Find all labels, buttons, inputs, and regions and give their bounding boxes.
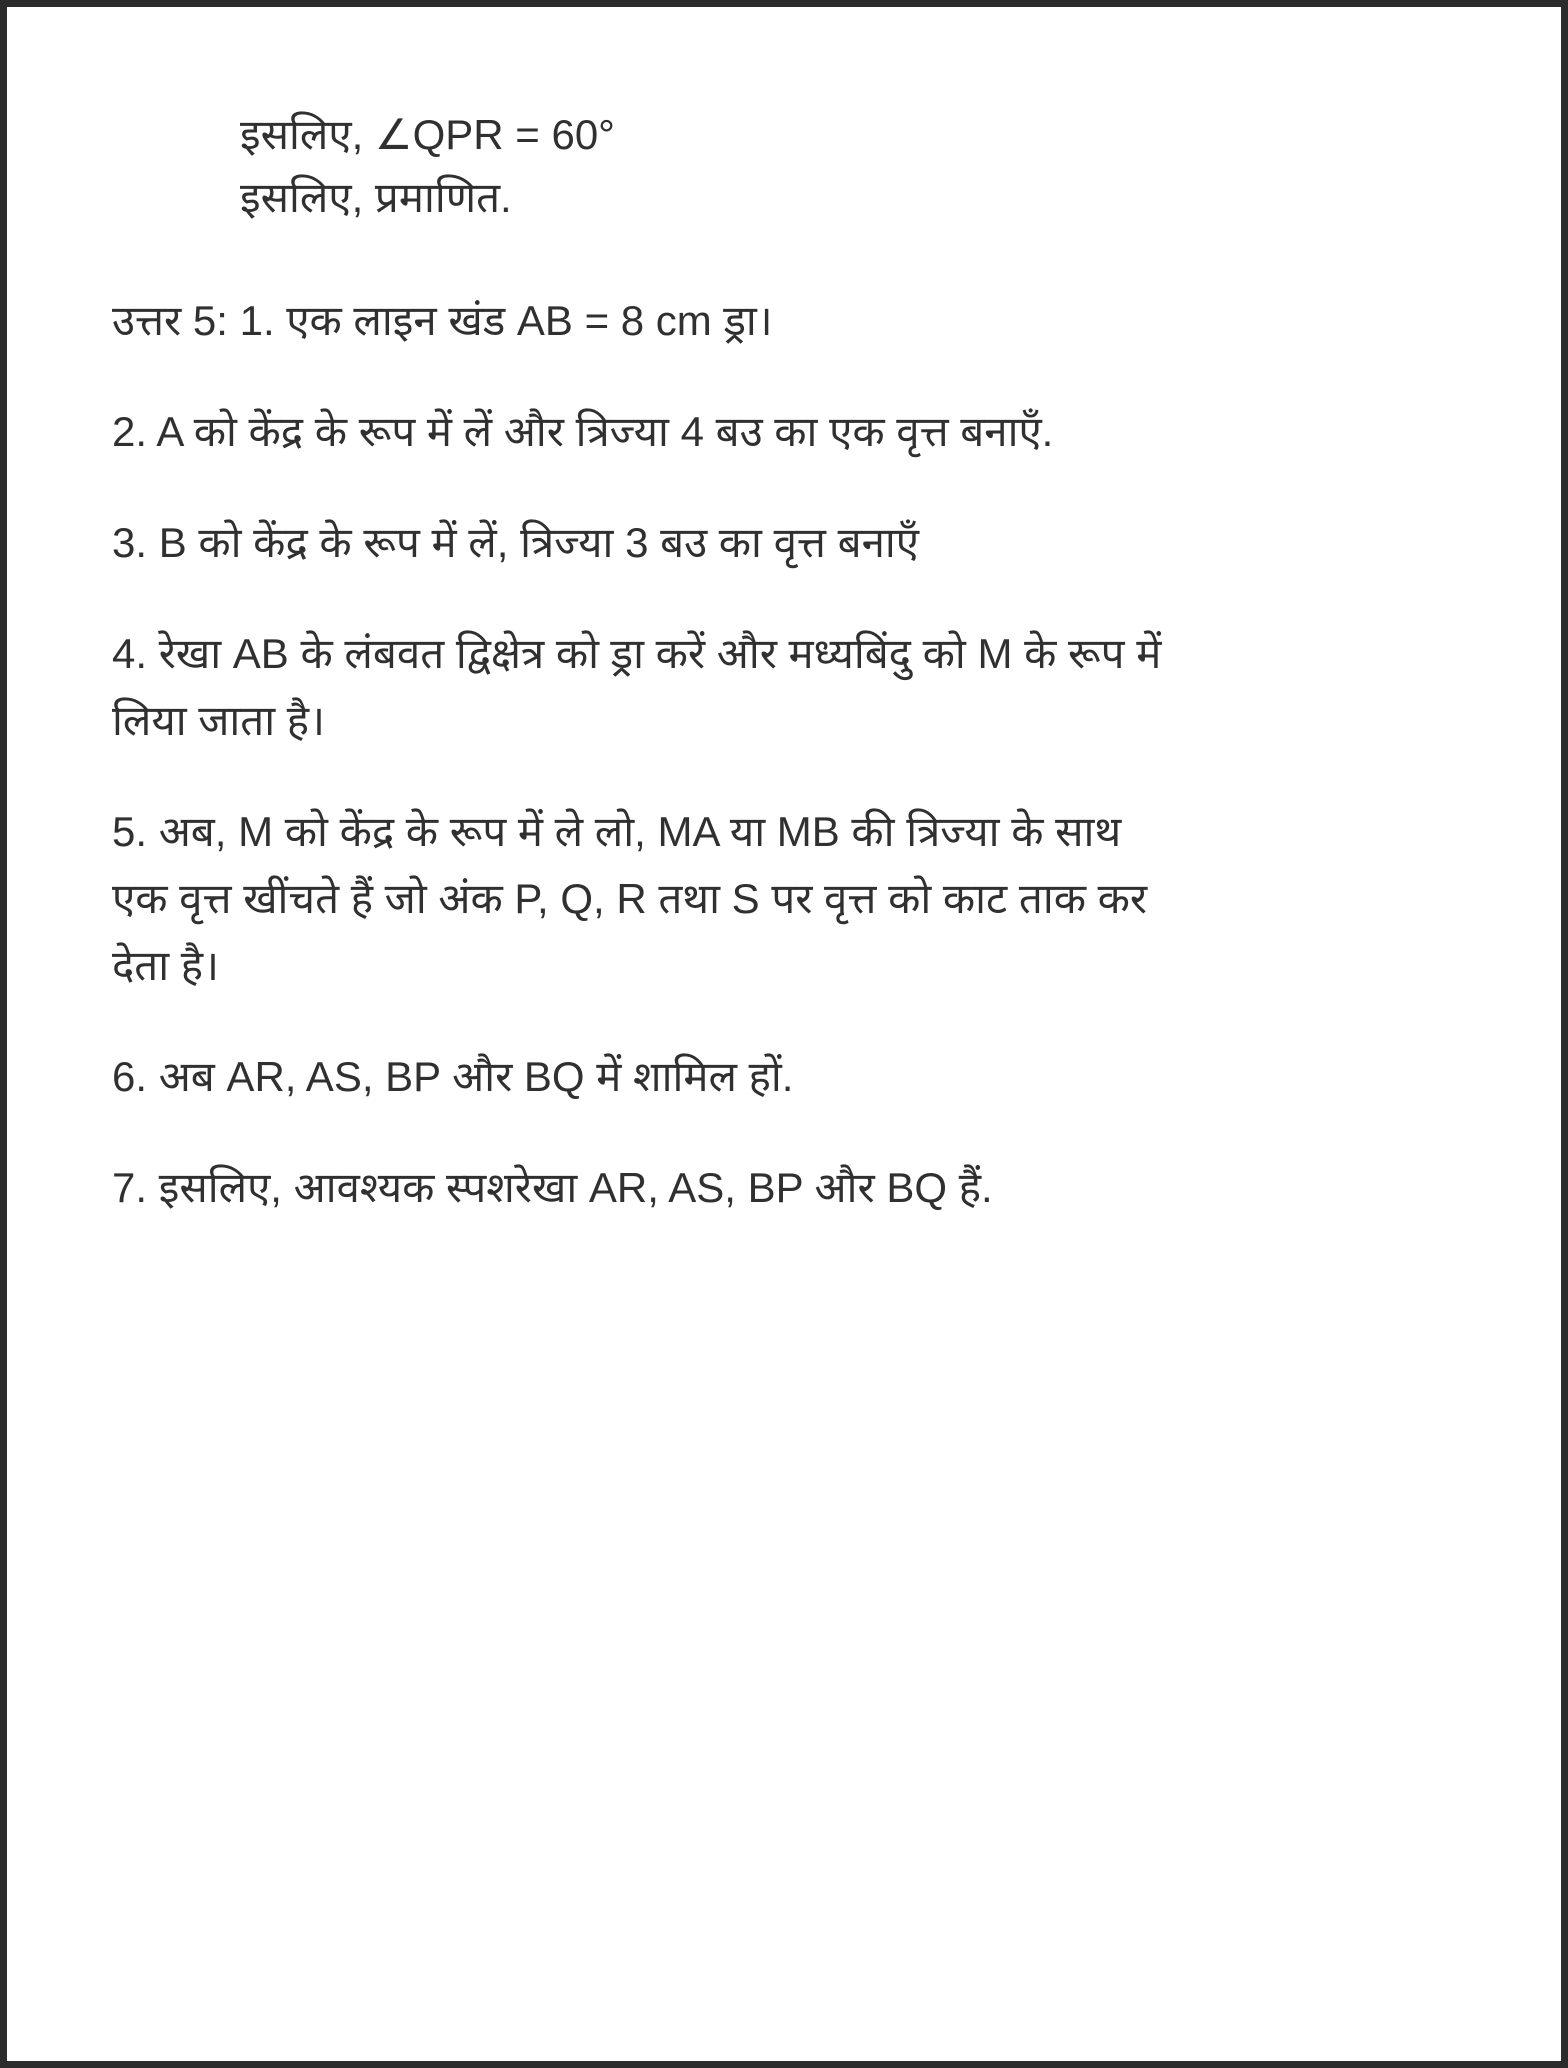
- answer-step-1-line-1: उत्तर 5: 1. एक लाइन खंड AB = 8 cm ड्रा।: [112, 297, 773, 344]
- answer-step-4-line-2: लिया जाता है।: [112, 697, 326, 744]
- answer-step-4: [112, 620, 1471, 754]
- answer-step-4-line-1: 4. रेखा AB के लंबवत द्विक्षेत्र को ड्रा करें और मध्यबिंदु को M के रूप में: [112, 630, 1162, 677]
- answer-step-2-line-1: 2. A को केंद्र के रूप में लें और त्रिज्या 4 बउ का एक वृत्त बनाएँ.: [112, 408, 1054, 455]
- answer-step-7-line-1: 7. इसलिए, आवश्यक स्पशरेखा AR, AS, BP और BQ हैं.: [112, 1164, 993, 1211]
- answer-step-2: [112, 398, 1471, 465]
- proof-line-angle-qpr: इसलिए, ∠QPR = 60°: [240, 111, 615, 158]
- answer-step-3-line-1: 3. B को केंद्र के रूप में लें, त्रिज्या 3 बउ का वृत्त बनाएँ: [112, 519, 920, 566]
- answer-step-6-line-1: 6. अब AR, AS, BP और BQ में शामिल हों.: [112, 1053, 794, 1100]
- page-content: [7, 7, 1561, 1221]
- answer-step-7: [112, 1154, 1471, 1221]
- answer-step-3: [112, 509, 1471, 576]
- answer-step-5-line-1: 5. अब, M को केंद्र के रूप में ले लो, MA या MB की त्रिज्या के साथ: [112, 808, 1122, 855]
- proof-line-proved: इसलिए, प्रमाणित.: [240, 174, 512, 221]
- proof-block: [240, 103, 1471, 229]
- answer-step-5-line-3: देता है।: [112, 942, 220, 989]
- answer-step-1: [112, 287, 1471, 354]
- answer-step-5-line-2: एक वृत्त खींचते हैं जो अंक P, Q, R तथा S पर वृत्त को काट ताक कर: [112, 875, 1148, 922]
- answer-step-5: [112, 798, 1471, 999]
- answer-step-6: [112, 1043, 1471, 1110]
